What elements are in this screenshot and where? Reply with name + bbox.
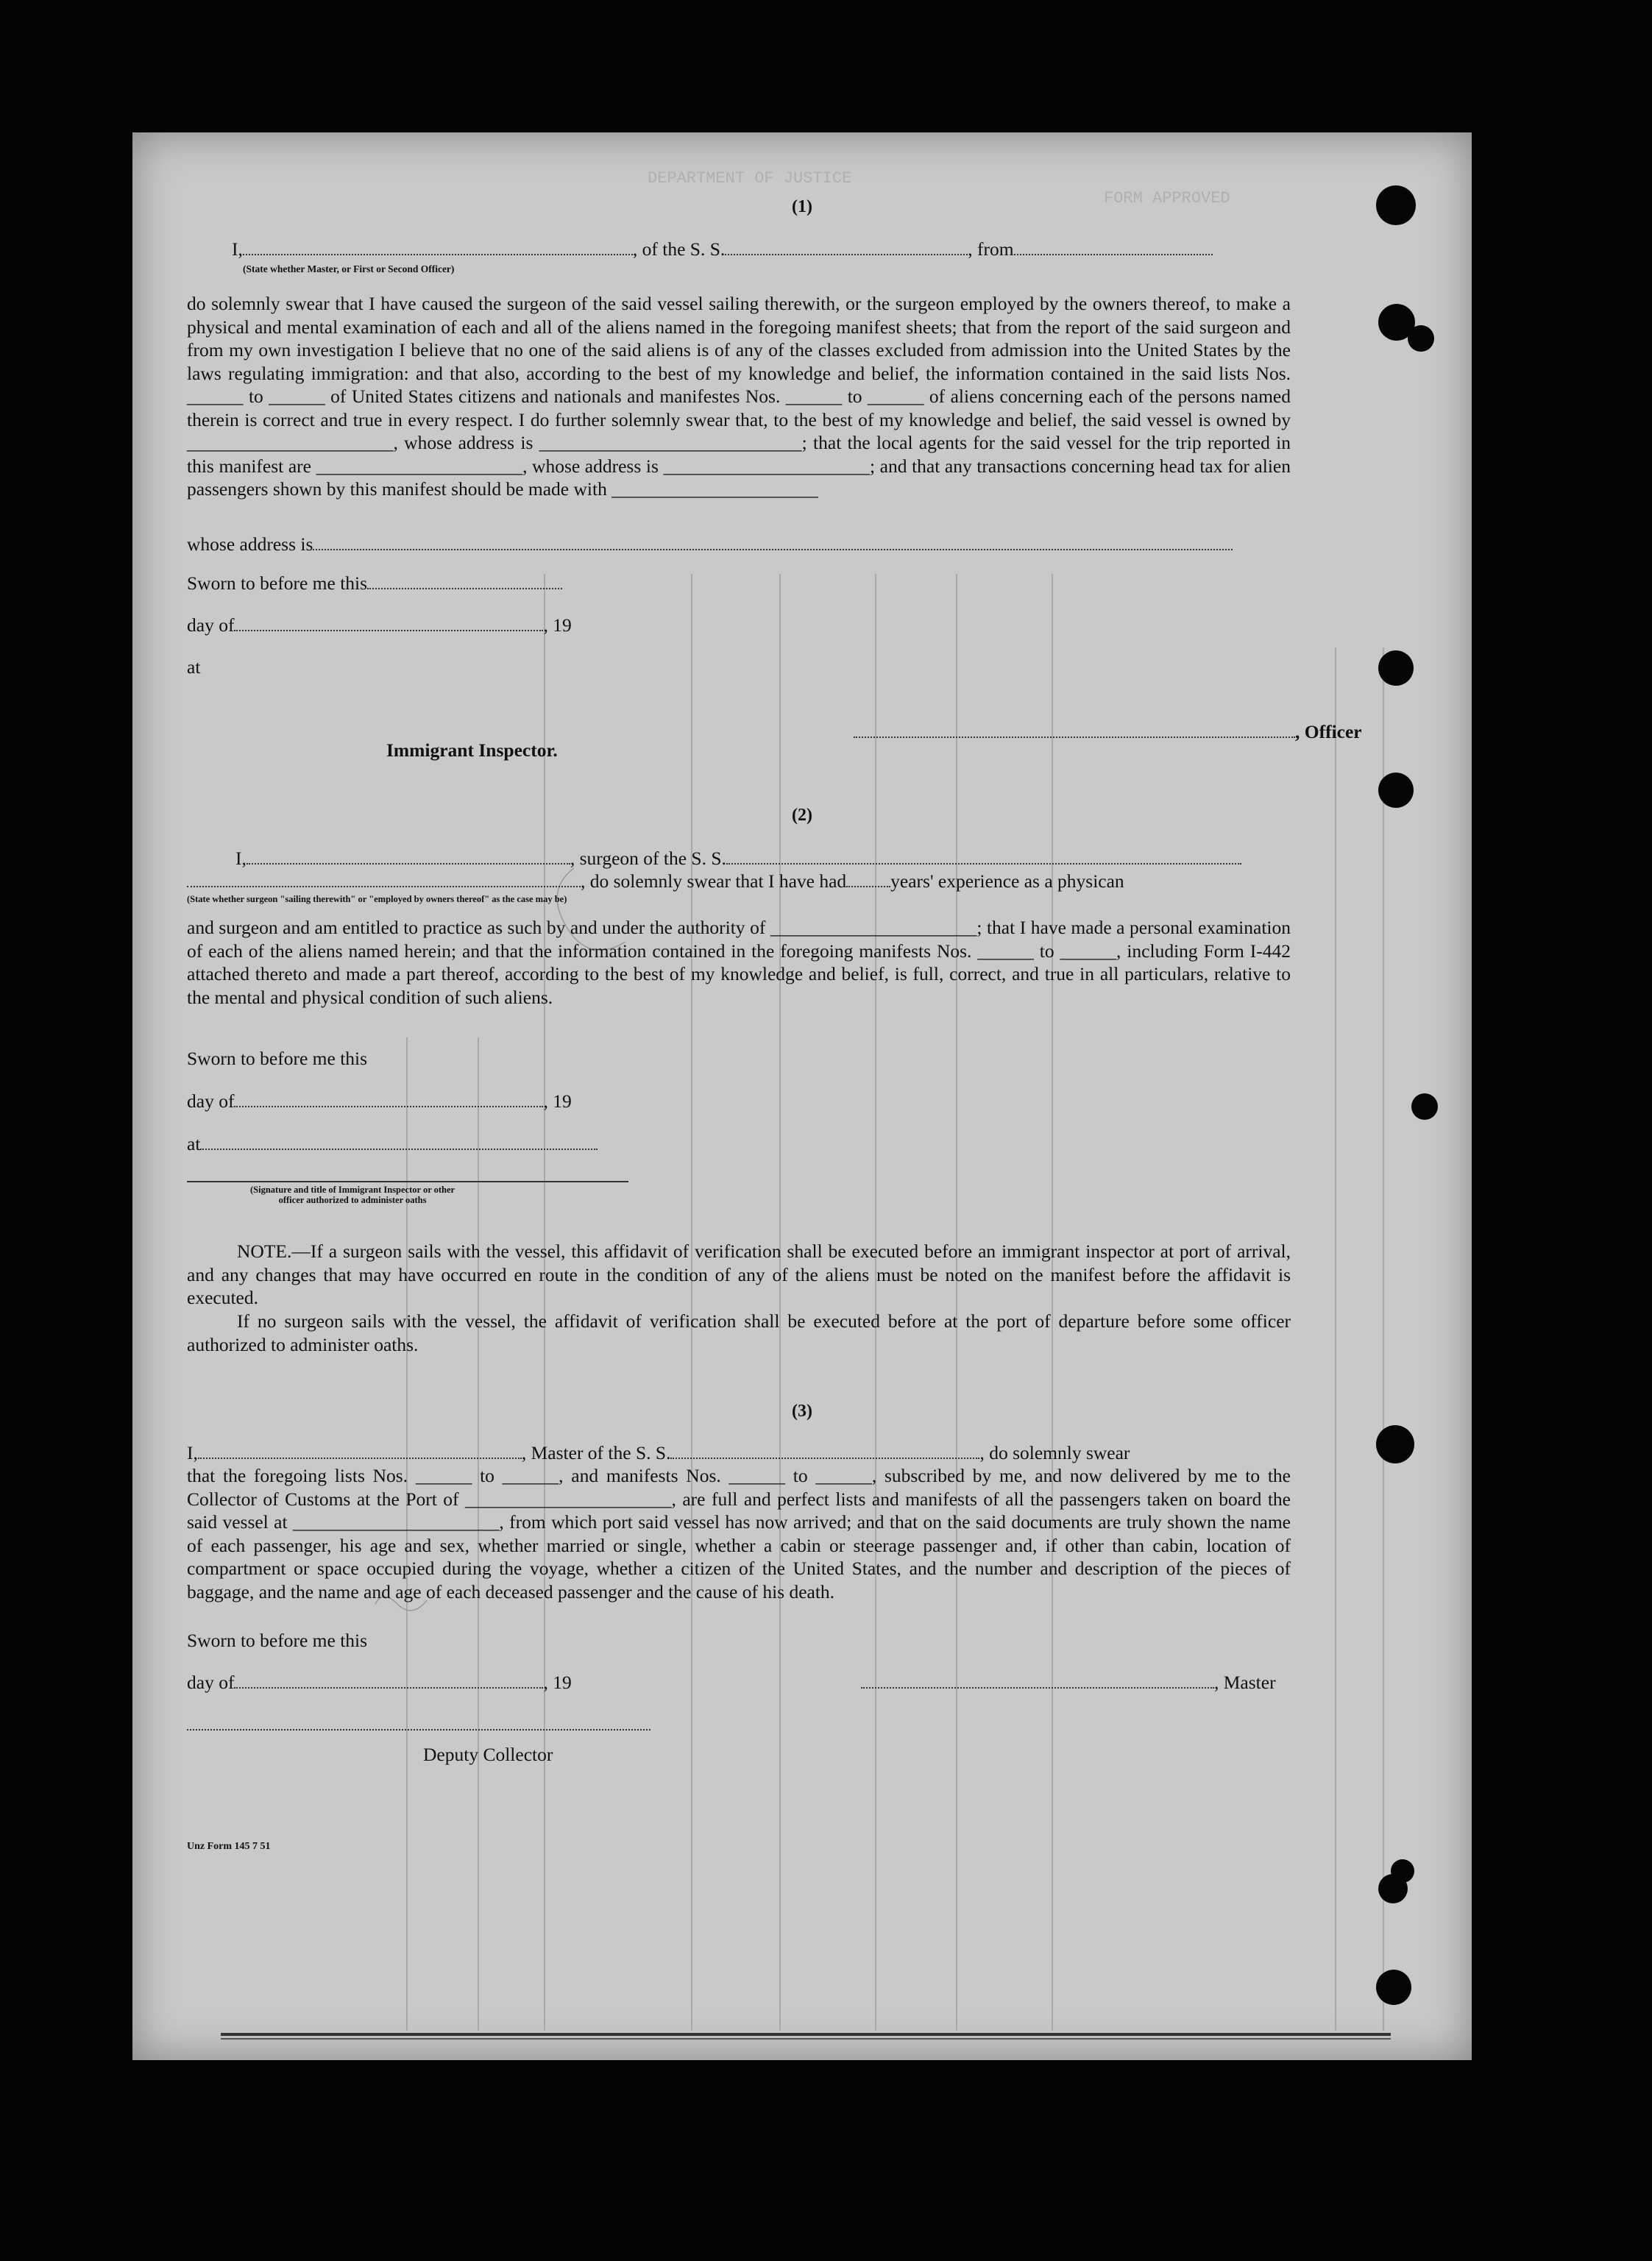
years-experience-label: years' experience as a physican [890, 870, 1124, 892]
signature-caption-line-1: (Signature and title of Immigrant Inspector or other [250, 1185, 455, 1195]
section-1-oath: do solemnly swear that I have caused the surgeon of the said vessel sailing therewith, or the surgeon employed by the owners thereof, to make a physical and mental examination of each and all of the aliens named in the foregoing manifest sheets; that from the report of the said surgeon and from my own investigation I believe that no one of the said aliens is of any of the classes excluded from admission into the United States by the laws regulating immigration: and that also, according to the best of my knowledge and belief, the information contained in the said lists Nos. ______ to ______ of United States citizens and nationals and manifestes Nos. ______ to ______ of aliens concerning each of the persons named therein is correct and true in every respect. I do further solemnly swear that, to the best of my knowledge and belief, the said vessel is owned by ______________________, whose address is ____________________________; that the local agents for the said vessel for the trip reported in this manifest are ______________________, whose address is ______________________; and that any transactions concerning head tax for alien passengers shown by this manifest should be made with ______________________ [187, 293, 1291, 500]
sworn-1-label: Sworn to before me this [187, 572, 368, 594]
year-3-label: , 19 [543, 1672, 572, 1693]
at-1 [187, 656, 200, 678]
note-paragraph-1: NOTE.—If a surgeon sails with the vessel, this affidavit of verification shall be executed before an immigrant inspector at port of arrival, and any changes that may have occurred en route in the condition of any of the aliens must be noted on the manifest before the affidavit is executed. [187, 1240, 1291, 1308]
day-of-1 [187, 614, 572, 636]
day-of-3 [187, 1672, 572, 1694]
day-of-2 [187, 1090, 572, 1112]
punch-hole [1391, 1859, 1414, 1883]
swear-label-3: , do solemnly swear [979, 1442, 1130, 1463]
sworn-2 [187, 1048, 367, 1070]
day-of-2-label: day of [187, 1090, 235, 1112]
at-2-label: at [187, 1133, 201, 1154]
section-3-number: (3) [792, 1402, 812, 1421]
officer-label: , Officer [1295, 721, 1362, 742]
master-label: , Master [1214, 1672, 1276, 1693]
year-2-label: , 19 [543, 1090, 572, 1112]
deputy-collector-title: Deputy Collector [423, 1744, 553, 1765]
signature-caption-2 [250, 1185, 455, 1205]
svg-text:DEPARTMENT OF JUSTICE: DEPARTMENT OF JUSTICE [648, 169, 852, 188]
form-id: Unz Form 145 7 51 [187, 1841, 271, 1852]
sworn-3-label: Sworn to before me this [187, 1630, 368, 1651]
punch-hole [1408, 325, 1434, 352]
punch-hole [1376, 1970, 1411, 2005]
deputy-signature-line [187, 1729, 650, 1731]
whose-address-label: whose address is [187, 533, 313, 555]
year-1-label: , 19 [543, 614, 572, 636]
master-of-label: , Master of the S. S. [521, 1442, 671, 1463]
section-3-body: that the foregoing lists Nos. ______ to ______, and manifests Nos. ______ to ______, subscribed by me, and now delivered by me to the Collector of Customs at the Port of ______________________, are full and perfect lists and manifests of all the passengers taken on board the said vessel at ______________________, from which port said vessel has now arrived; and that on the said documents are truly shown the name of each passenger, his age and sex, whether married or single, whether a cabin or steerage passenger and, if other than cabin, location of compartment or space occupied during the voyage, whether a citizen of the United States, and the number and description of the pieces of baggage, and the name and age of each deceased passenger and the cause of his death. [187, 1465, 1291, 1602]
section-1-number: (1) [792, 197, 812, 216]
section-3-line-1 [187, 1442, 1130, 1464]
swear-label-2: , do solemnly swear that I have had [581, 870, 847, 892]
at-1-label: at [187, 656, 201, 678]
surgeon-of-label: , surgeon of the S. S. [570, 848, 726, 869]
of-ss-label: , of the S. S. [632, 238, 726, 260]
punch-hole [1378, 650, 1414, 686]
section-2-line-1 [235, 848, 1241, 870]
punch-hole [1378, 773, 1414, 808]
sworn-1 [187, 572, 562, 594]
day-of-1-label: day of [187, 614, 235, 636]
sworn-2-label: Sworn to before me this [187, 1048, 368, 1069]
from-label: , from [968, 238, 1014, 260]
i-label-2: I, [235, 848, 247, 869]
form-sheet [132, 132, 1472, 2060]
i-label-3: I, [187, 1442, 198, 1463]
note-paragraph-2: If no surgeon sails with the vessel, the affidavit of verification shall be executed before at the port of departure before some officer authorized to administer oaths. [187, 1310, 1291, 1355]
section-1-line [232, 238, 1213, 260]
section-2-number: (2) [792, 806, 812, 825]
master-signature [861, 1672, 1276, 1694]
section-2-body: and surgeon and am entitled to practice as such by and under the authority of ______________________; that I have made a personal examination of each of the aliens named herein; and that the information contained in the foregoing manifests Nos. ______ to ______, including Form I-442 attached thereto and made a part thereof, according to the best of my knowledge and belief, is full, correct, and true in all particulars, relative to the mental and physical condition of such aliens. [187, 917, 1291, 1008]
punch-hole [1376, 185, 1416, 225]
whose-address-line [187, 533, 1233, 556]
sworn-3 [187, 1630, 367, 1652]
section-2-line-2 [187, 870, 1124, 892]
i-label: I, [232, 238, 243, 260]
inspector-title: Immigrant Inspector. [386, 739, 558, 761]
day-of-3-label: day of [187, 1672, 235, 1693]
at-2 [187, 1133, 598, 1155]
section-2-caption: (State whether surgeon "sailing therewith" or "employed by owners thereof" as the case may be) [187, 894, 567, 904]
signature-line-2 [187, 1181, 628, 1182]
svg-text:FORM APPROVED: FORM APPROVED [1104, 189, 1230, 207]
punch-hole [1411, 1093, 1438, 1120]
signature-caption-line-2: officer authorized to administer oaths [278, 1195, 427, 1205]
section-1-caption: (State whether Master, or First or Second Officer) [243, 263, 455, 274]
punch-hole [1376, 1425, 1414, 1463]
officer-line [854, 721, 1362, 743]
